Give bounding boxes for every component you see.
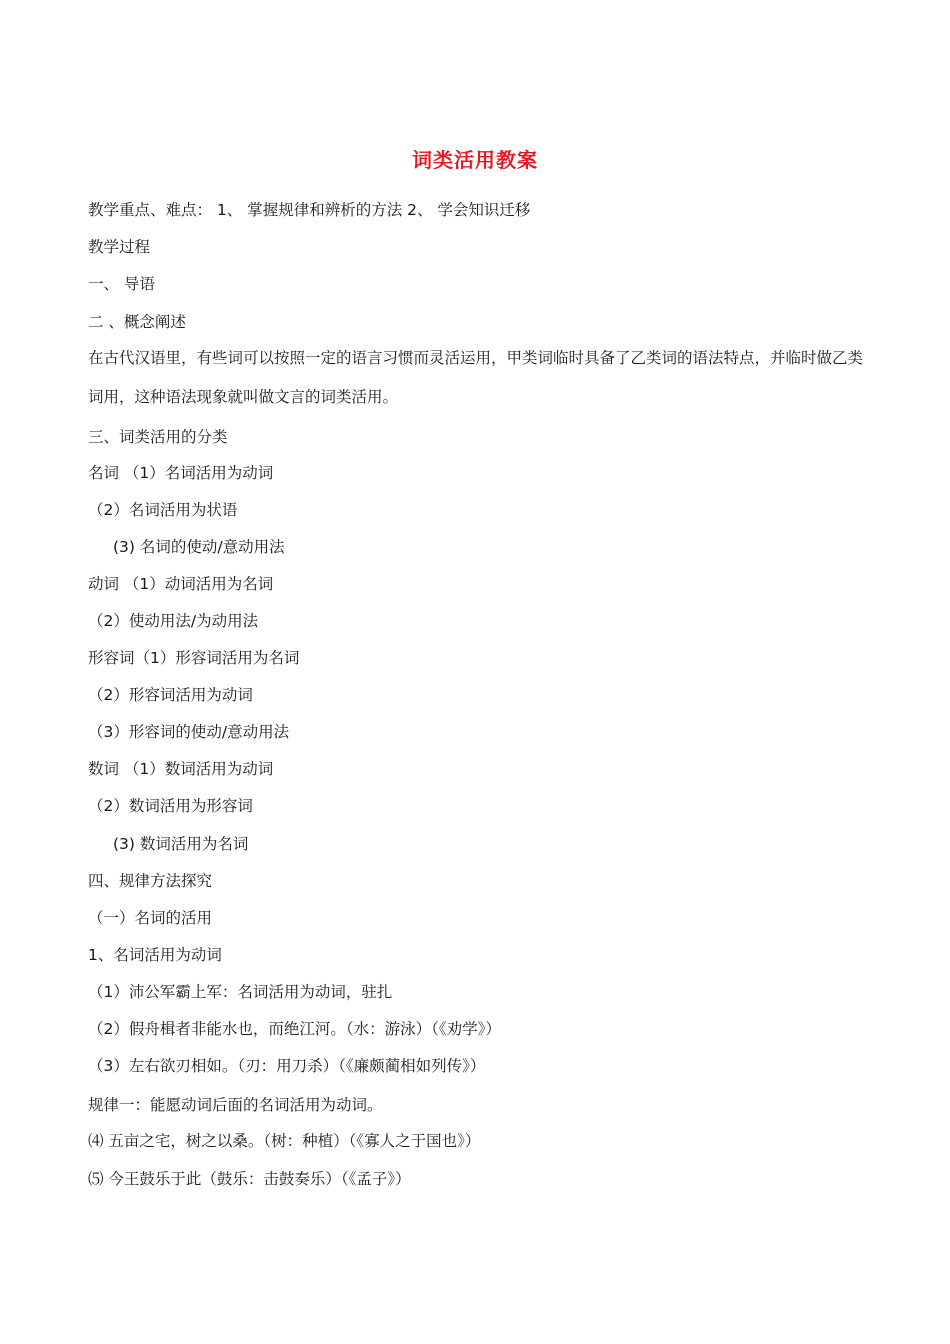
section-heading-intro: 一、 导语	[88, 275, 155, 293]
example-item: （2）假舟楫者非能水也，而绝江河。（水：游泳）（《劝学》）	[88, 1020, 501, 1038]
list-item: （2）名词活用为状语	[88, 501, 238, 519]
list-item: （3）形容词的使动/意动用法	[88, 723, 290, 741]
rule-statement: 规律一：能愿动词后面的名词活用为动词。	[88, 1096, 383, 1114]
section-heading-classification: 三、词类活用的分类	[88, 428, 228, 446]
teaching-process-heading: 教学过程	[88, 238, 151, 256]
example-item: （3）左右欲刃相如。（刃：用刀杀）（《廉颇蔺相如列传》）	[88, 1057, 486, 1075]
list-item: 形容词（1）形容词活用为名词	[88, 649, 300, 667]
list-item: （2）数词活用为形容词	[88, 797, 253, 815]
teaching-focus-line: 教学重点、难点： 1、 掌握规律和辨析的方法 2、 学会知识迁移	[88, 201, 531, 219]
list-item: （2）使动用法/为动用法	[88, 612, 259, 630]
example-item: ⑷ 五亩之宅，树之以桑。（树：种植）（《寡人之于国也》）	[88, 1132, 481, 1150]
subsection-heading: （一）名词的活用	[88, 909, 213, 927]
list-item: 动词 （1）动词活用为名词	[88, 575, 274, 593]
example-item: ⑸ 今王鼓乐于此（鼓乐：击鼓奏乐）（《孟子》）	[88, 1170, 411, 1188]
concept-paragraph: 在古代汉语里，有些词可以按照一定的语言习惯而灵活运用，甲类词临时具备了乙类词的语法特点，并临时做乙类词用，这种语法现象就叫做文言的词类活用。	[88, 349, 864, 406]
section-heading-rules: 四、规律方法探究	[88, 872, 213, 890]
example-item: （1）沛公军霸上军：名词活用为动词，驻扎	[88, 983, 393, 1001]
list-item: （2）形容词活用为动词	[88, 686, 253, 704]
section-heading-concept: 二 、概念阐述	[88, 313, 186, 331]
list-item: 名词 （1）名词活用为动词	[88, 464, 274, 482]
list-item: (3) 名词的使动/意动用法	[113, 538, 285, 556]
list-item: (3) 数词活用为名词	[113, 835, 249, 853]
document-title: 词类活用教案	[412, 148, 538, 172]
list-item: 数词 （1）数词活用为动词	[88, 760, 274, 778]
subsection-heading: 1、名词活用为动词	[88, 946, 222, 964]
